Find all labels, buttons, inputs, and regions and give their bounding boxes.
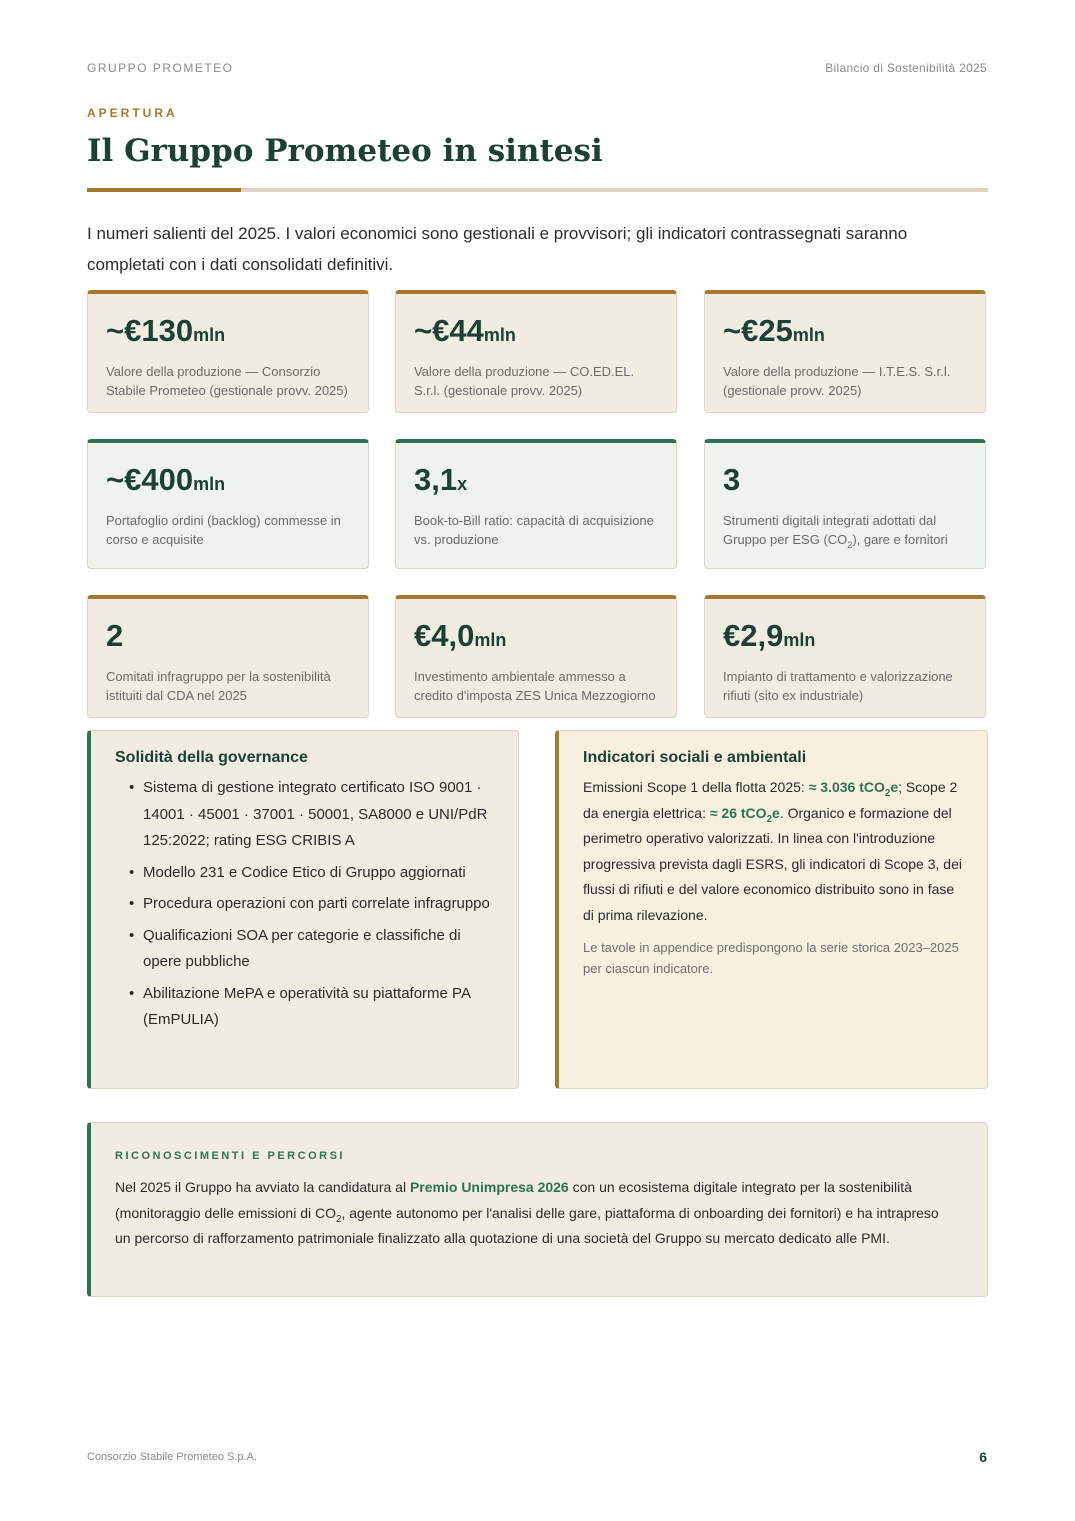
social-paragraph: Emissioni Scope 1 della flotta 2025: ≈ 3.036 tCO$_2$e; Scope 2 da energia elettrica: ≈ 26 tCO$_2$e. Organico e formazione del perimetro operativo valorizzati. In linea con l'introduzione progressiva prevista dagli ESRS, gli indicatori di Scope 3, dei flussi di rifiuti e del valore economico distribuito sono in fase di prima rilevazione. [583, 779, 962, 923]
title-rule [87, 188, 988, 192]
kpi-value: ~€130mln [106, 313, 226, 348]
kpi-value: 2 [106, 618, 124, 653]
kpi-card [87, 595, 369, 718]
kpi-label: Investimento ambientale ammesso a credito d'imposta ZES Unica Mezzogiorno [414, 669, 656, 703]
kpi-card [704, 439, 986, 569]
social-title: Indicatori sociali e ambientali [583, 749, 807, 766]
kpi-unit: x [457, 474, 468, 494]
running-header-right: Bilancio di Sostenibilità 2025 [825, 61, 987, 75]
kpi-unit: mln [483, 325, 516, 345]
list-item: • Procedura operazioni con parti correlate infragruppo [129, 891, 496, 918]
section-kicker: APERTURA [87, 106, 178, 120]
intro-paragraph: I numeri salienti del 2025. I valori economici sono gestionali e provvisori; gli indicatori contrassegnati saranno completati con i dati consolidati definitivi. [87, 224, 908, 274]
list-item: • Abilitazione MePA e operatività su piattaforme PA (EmPULIA) [129, 981, 496, 1034]
running-header-left: GRUPPO PROMETEO [87, 61, 234, 75]
kpi-value: 3 [723, 462, 741, 497]
kpi-unit: mln [193, 474, 226, 494]
kpi-label: Strumenti digitali integrati adottati dal Gruppo per ESG $(CO_2)$, gare e fornitori [723, 513, 948, 550]
kpi-value: 3,1x [414, 462, 468, 497]
kpi-card [395, 290, 677, 413]
governance-title: Solidità della governance [115, 749, 308, 766]
kpi-label: Book-to-Bill ratio: capacità di acquisizione vs. produzione [414, 513, 654, 547]
social-panel [555, 730, 988, 1089]
scope1-value: ≈ 3.036 tCO$_2$e [808, 779, 899, 799]
kpi-card [395, 439, 677, 569]
recognition-kicker: RICONOSCIMENTI E PERCORSI [115, 1150, 345, 1162]
list-item: • Modello 231 e Codice Etico di Gruppo aggiornati [129, 860, 496, 887]
list-item: • Sistema di gestione integrato certificato ISO 9001 · 14001 · 45001 · 37001 · 50001, SA8000 e UNI/PdR 125:2022; rating ESG CRIBIS A [129, 775, 496, 855]
kpi-label: Comitati infragruppo per la sostenibilità istituiti dal CDA nel 2025 [106, 669, 331, 703]
kpi-value: €4,0mln [414, 618, 507, 653]
governance-panel [87, 730, 519, 1089]
kpi-label: Valore della produzione — CO.ED.EL. S.r.l. (gestionale provv. 2025) [414, 364, 635, 398]
kpi-value: ~€25mln [723, 313, 825, 348]
kpi-card [704, 595, 986, 718]
page-title: Il Gruppo Prometeo in sintesi [87, 133, 603, 169]
kpi-card [87, 290, 369, 413]
kpi-card [395, 595, 677, 718]
list-item: • Qualificazioni SOA per categorie e classifiche di opere pubbliche [129, 923, 496, 976]
page-number: 6 [979, 1449, 987, 1465]
kpi-label: Impianto di trattamento e valorizzazione rifiuti (sito ex industriale) [723, 669, 953, 703]
governance-list [115, 775, 496, 1034]
award-name: Premio Unimpresa 2026 [409, 1179, 569, 1195]
footer-company: Consorzio Stabile Prometeo S.p.A. [87, 1451, 257, 1463]
scope2-value: ≈ 26 tCO$_2$e [709, 804, 780, 825]
kpi-label: Portafoglio ordini (backlog) commesse in corso e acquisite [106, 513, 341, 547]
social-note: Le tavole in appendice predispongono la serie storica 2023–2025 per ciascun indicatore. [583, 940, 959, 976]
kpi-unit: mln [193, 325, 226, 345]
recognition-box [87, 1122, 988, 1297]
kpi-unit: mln [783, 630, 816, 650]
recognition-text: Nel 2025 il Gruppo ha avviato la candidatura al Premio Unimpresa 2026 con un ecosistema digitale integrato per la sostenibilità (monitoraggio delle emissioni di $CO_2$, agente autonomo per l'analisi delle gare, piattaforma di onboarding dei fornitori) e ha intrapreso un percorso di rafforzamento patrimoniale finalizzato alla quotazione di una società del Gruppo su mercato dedicato alle PMI. [115, 1179, 939, 1246]
kpi-unit: mln [792, 325, 825, 345]
kpi-value: €2,9mln [723, 618, 816, 653]
kpi-label: Valore della produzione — I.T.E.S. S.r.l. (gestionale provv. 2025) [723, 364, 951, 398]
kpi-unit: mln [474, 630, 507, 650]
kpi-value: ~€44mln [414, 313, 516, 348]
kpi-value: ~€400mln [106, 462, 226, 497]
kpi-card [704, 290, 986, 413]
title-rule-accent [87, 188, 241, 192]
kpi-card [87, 439, 369, 569]
kpi-label: Valore della produzione — Consorzio Stabile Prometeo (gestionale provv. 2025) [106, 364, 348, 398]
